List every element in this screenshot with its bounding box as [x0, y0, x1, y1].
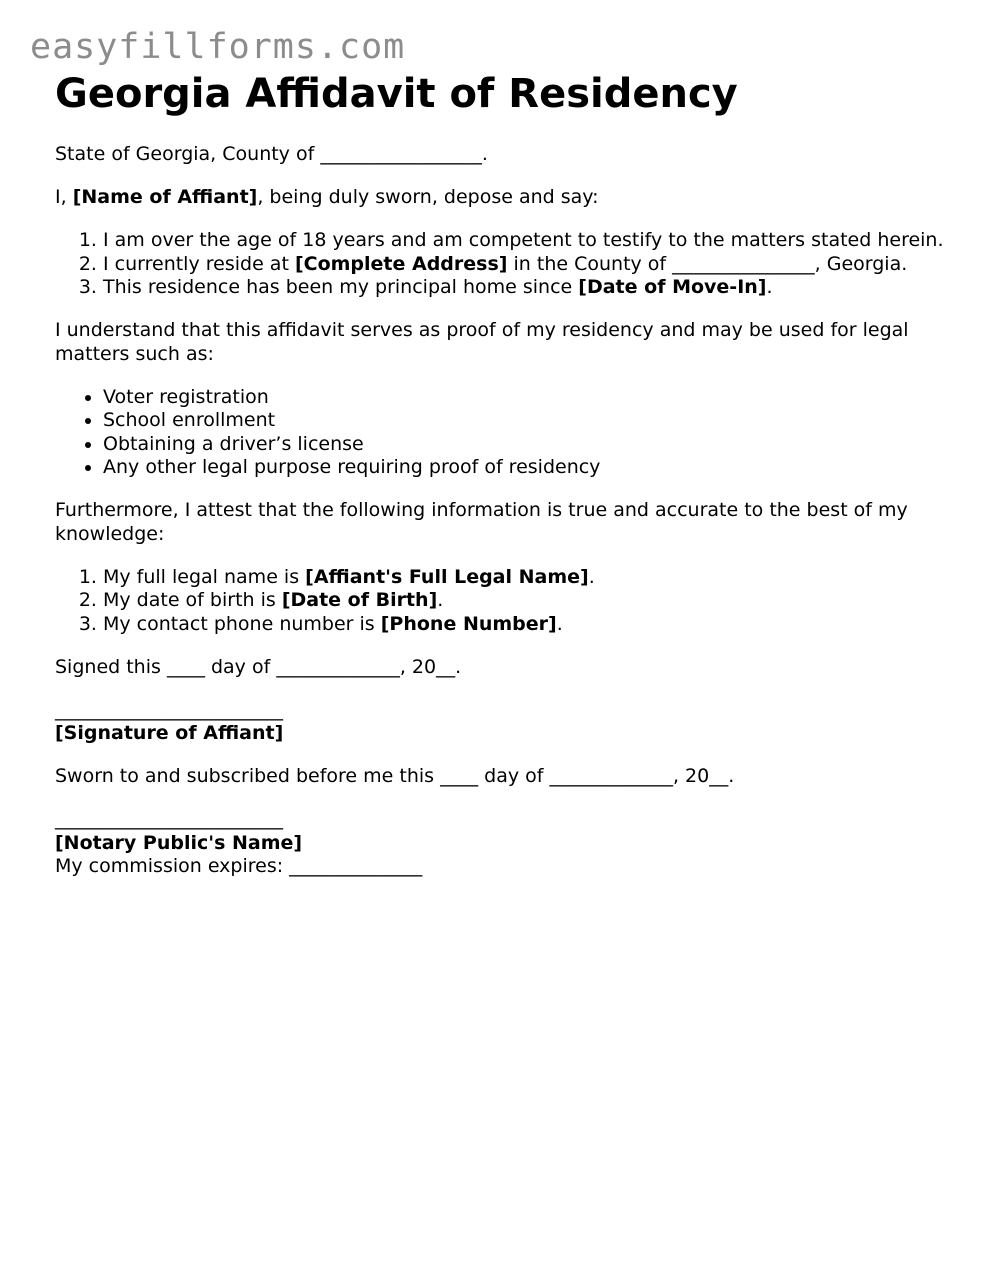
statement-prefix: This residence has been my principal home since [103, 276, 579, 298]
purpose-intro: I understand that this affidavit serves as proof of my residency and may be used for legal matters such as: [55, 319, 909, 365]
sworn-date-line[interactable]: Sworn to and subscribed before me this ____ day of _____________, 20__. [55, 765, 735, 787]
county-line-prefix: State of Georgia, County of [55, 143, 321, 165]
affiant-signature-line[interactable]: ________________________ [55, 698, 283, 721]
purpose-item: • Obtaining a driver’s license [103, 433, 945, 457]
full-legal-name-placeholder[interactable]: [Affiant's Full Legal Name] [305, 565, 589, 588]
purposes-list [55, 386, 945, 480]
statement-item [103, 253, 945, 277]
attestation-prefix: My date of birth is [103, 589, 282, 611]
affiant-prefix: I, [55, 186, 73, 208]
purpose-item: • Voter registration [103, 386, 945, 410]
document-title: Georgia Affidavit of Residency [55, 71, 738, 117]
signed-date-line[interactable]: Signed this ____ day of _____________, 20__. [55, 655, 462, 678]
move-in-date-placeholder[interactable]: [Date of Move-In] [578, 276, 767, 298]
statement-text: I am over the age of 18 years and am competent to testify to the matters stated herein. [103, 229, 944, 251]
county-line-suffix: . [481, 143, 488, 165]
watermark-logo: easyfillforms.com [30, 27, 406, 67]
date-of-birth-placeholder[interactable]: [Date of Birth] [281, 589, 438, 611]
affiant-signature-block [55, 699, 945, 746]
commission-expiry-line[interactable]: My commission expires: ______________ [55, 855, 423, 877]
affiant-name-placeholder[interactable]: [Name of Affiant] [72, 186, 258, 208]
statement-item [103, 276, 945, 300]
attestation-item [103, 566, 945, 590]
attestation-item [103, 589, 945, 613]
purpose-item: • Any other legal purpose requiring proof of residency [103, 456, 945, 480]
purpose-item: • School enrollment [103, 409, 945, 433]
county-blank[interactable]: _________________ [320, 143, 482, 165]
notary-block [55, 808, 945, 879]
address-placeholder[interactable]: [Complete Address] [294, 252, 508, 275]
statement-prefix: I currently reside at [103, 252, 295, 275]
statement-suffix: in the County of _______________, Georgia. [507, 252, 908, 275]
document-body [55, 143, 945, 898]
statements-list [55, 229, 945, 300]
affiant-oath-line [55, 186, 945, 210]
attestation-suffix: . [588, 565, 595, 588]
statement-item [103, 229, 945, 253]
statement-suffix: . [766, 276, 773, 298]
attestation-suffix: . [437, 589, 444, 611]
attestation-prefix: My full legal name is [103, 565, 306, 588]
affiant-suffix: , being duly sworn, depose and say: [257, 186, 599, 208]
notary-signature-line[interactable]: ________________________ [55, 808, 283, 830]
notary-name-label: [Notary Public's Name] [55, 831, 303, 854]
attest-intro: Furthermore, I attest that the following information is true and accurate to the best of my knowledge: [55, 499, 908, 545]
county-line [55, 143, 945, 167]
phone-number-placeholder[interactable]: [Phone Number] [380, 612, 557, 635]
attestation-suffix: . [556, 612, 563, 635]
affiant-signature-label: [Signature of Affiant] [55, 722, 284, 744]
attestations-list [55, 566, 945, 637]
attestation-item [103, 613, 945, 637]
attestation-prefix: My contact phone number is [103, 612, 381, 635]
